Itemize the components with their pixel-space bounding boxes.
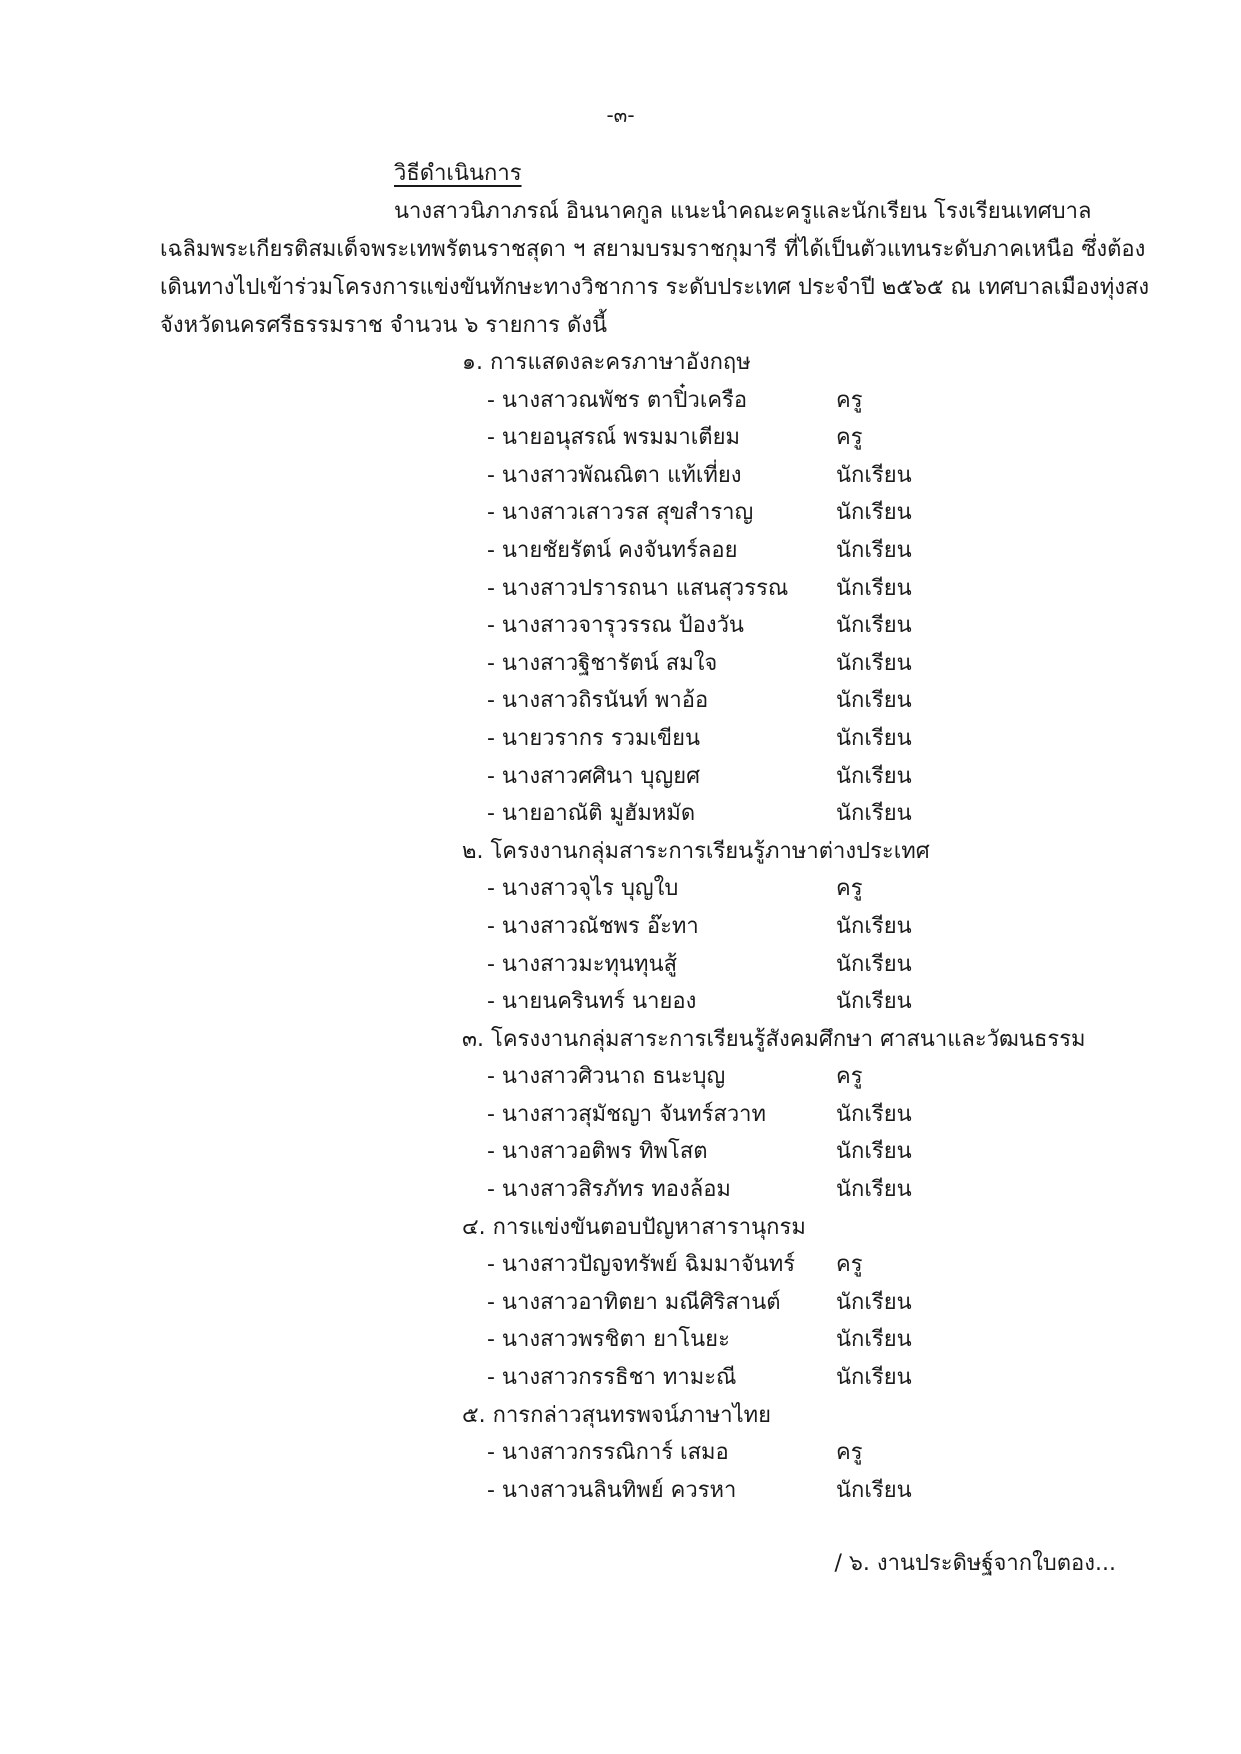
member-role: นักเรียน [836, 613, 912, 639]
member-role: ครู [836, 1440, 863, 1466]
member-name: - นางสาวจุไร บุญใบ [487, 876, 679, 902]
member-name: - นางสาวปัญจทรัพย์ ฉิมมาจันทร์ [487, 1252, 796, 1278]
member-role: นักเรียน [836, 951, 912, 977]
member-role: นักเรียน [836, 1177, 912, 1203]
member-role: นักเรียน [836, 688, 912, 714]
list-item [462, 570, 1082, 608]
list-item [462, 494, 1082, 532]
member-role: ครู [836, 425, 863, 451]
list-item [462, 607, 1082, 645]
member-name: - นางสาวมะทุนทุนสู้ [487, 951, 678, 977]
member-role: นักเรียน [836, 537, 912, 563]
page-number: -๓- [606, 103, 635, 127]
list-item [462, 795, 1082, 833]
member-name: - นางสาวพัณณิตา แท้เที่ยง [487, 462, 742, 488]
member-role: นักเรียน [836, 462, 912, 488]
member-name: - นางสาวศิวนาถ ธนะบุญ [487, 1064, 726, 1090]
section-title: ๕. การกล่าวสุนทรพจน์ภาษาไทย [462, 1402, 772, 1428]
intro-paragraph [160, 193, 1150, 345]
member-role: นักเรียน [836, 801, 912, 827]
member-name: - นางสาวณพัชร ตาปิ๋วเครือ [487, 387, 748, 413]
continuation-note: / ๖. งานประดิษฐ์จากใบตอง... [834, 1551, 1116, 1576]
member-role: นักเรียน [836, 1365, 912, 1391]
member-role: นักเรียน [836, 650, 912, 676]
member-name: - นางสาวกรรณิการ์ เสมอ [487, 1440, 729, 1466]
member-name: - นายอนุสรณ์ พรมมาเตียม [487, 425, 740, 451]
list-item [462, 645, 1082, 683]
list-item [462, 908, 1082, 946]
member-role: นักเรียน [836, 989, 912, 1015]
member-name: - นางสาวศศินา บุญยศ [487, 763, 701, 789]
member-role: นักเรียน [836, 913, 912, 939]
list-item [462, 532, 1082, 570]
section-title: ๑. การแสดงละครภาษาอังกฤษ [462, 350, 751, 375]
member-name: - นายวรากร รวมเขียน [487, 725, 701, 751]
member-role: นักเรียน [836, 725, 912, 751]
member-name: - นางสาวสุมัชญา จันทร์สวาท [487, 1101, 767, 1127]
list-item [462, 1284, 1082, 1322]
member-name: - นางสาวสิรภัทร ทองล้อม [487, 1177, 731, 1203]
list-item [462, 457, 1082, 495]
member-role: นักเรียน [836, 1327, 912, 1353]
list-item [462, 419, 1082, 457]
member-name: - นางสาวอาทิตยา มณีศิริสานต์ [487, 1289, 781, 1315]
section-title: ๓. โครงงานกลุ่มสาระการเรียนรู้สังคมศึกษา ศาสนาและวัฒนธรรม [462, 1026, 1086, 1052]
list-item [462, 1171, 1082, 1209]
intro-line: เดินทางไปเข้าร่วมโครงการแข่งขันทักษะทางวิชาการ ระดับประเทศ ประจำปี ๒๕๖๕ ณ เทศบาลเมืองทุ่งสง [160, 275, 1150, 300]
list-item [462, 758, 1082, 796]
member-role: ครู [836, 1064, 863, 1090]
member-name: - นางสาวปรารถนา แสนสุวรรณ [487, 575, 789, 601]
member-role: นักเรียน [836, 1289, 912, 1315]
member-role: ครู [836, 876, 863, 902]
list-item [462, 870, 1082, 908]
list-item [462, 1246, 1082, 1284]
member-role: นักเรียน [836, 500, 912, 526]
section-title: ๒. โครงงานกลุ่มสาระการเรียนรู้ภาษาต่างประเทศ [462, 838, 930, 864]
section-heading: วิธีดำเนินการ [394, 161, 522, 186]
intro-line: เฉลิมพระเกียรติสมเด็จพระเทพรัตนราชสุดา ฯ สยามบรมราชกุมารี ที่ได้เป็นตัวแทนระดับภาคเหนือ ซึ่งต้อง [160, 237, 1146, 262]
member-name: - นายนครินทร์ นายอง [487, 989, 697, 1015]
list-item [462, 1133, 1082, 1171]
member-name: - นางสาวจารุวรรณ ป้องวัน [487, 613, 744, 639]
member-role: ครู [836, 1252, 863, 1278]
list-item [462, 1058, 1082, 1096]
member-role: นักเรียน [836, 1477, 912, 1503]
list-item [462, 1096, 1082, 1134]
participant-list [462, 344, 1086, 1509]
member-role: นักเรียน [836, 575, 912, 601]
list-item [462, 382, 1082, 420]
section-title: ๔. การแข่งขันตอบปัญหาสารานุกรม [462, 1214, 806, 1240]
list-item [462, 1434, 1082, 1472]
list-item [462, 682, 1082, 720]
list-item [462, 720, 1082, 758]
member-role: ครู [836, 387, 863, 413]
list-item [462, 1359, 1082, 1397]
member-name: - นางสาวพรชิตา ยาโนยะ [487, 1327, 730, 1353]
list-item [462, 983, 1082, 1021]
list-item [462, 1321, 1082, 1359]
member-name: - นายชัยรัตน์ คงจันทร์ลอย [487, 537, 738, 563]
member-name: - นางสาวถิรนันท์ พาอ้อ [487, 688, 709, 714]
member-name: - นางสาวอติพร ทิพโสต [487, 1139, 708, 1165]
member-role: นักเรียน [836, 763, 912, 789]
member-name: - นายอาณัติ มูฮัมหมัด [487, 801, 696, 827]
member-name: - นางสาวนลินทิพย์ ควรหา [487, 1477, 737, 1503]
member-name: - นางสาวกรรธิชา ทามะณี [487, 1365, 737, 1391]
intro-line: นางสาวนิภาภรณ์ อินนาคกูล แนะนำคณะครูและนักเรียน โรงเรียนเทศบาล [394, 199, 1092, 224]
list-item [462, 946, 1082, 984]
intro-line: จังหวัดนครศรีธรรมราช จำนวน ๖ รายการ ดังนี้ [160, 313, 608, 338]
member-role: นักเรียน [836, 1101, 912, 1127]
member-name: - นางสาวณัชพร อ๊ะทา [487, 913, 699, 939]
member-role: นักเรียน [836, 1139, 912, 1165]
member-name: - นางสาวเสาวรส สุขสำราญ [487, 500, 754, 526]
member-name: - นางสาวฐิชารัตน์ สมใจ [487, 650, 718, 676]
list-item [462, 1472, 1082, 1510]
